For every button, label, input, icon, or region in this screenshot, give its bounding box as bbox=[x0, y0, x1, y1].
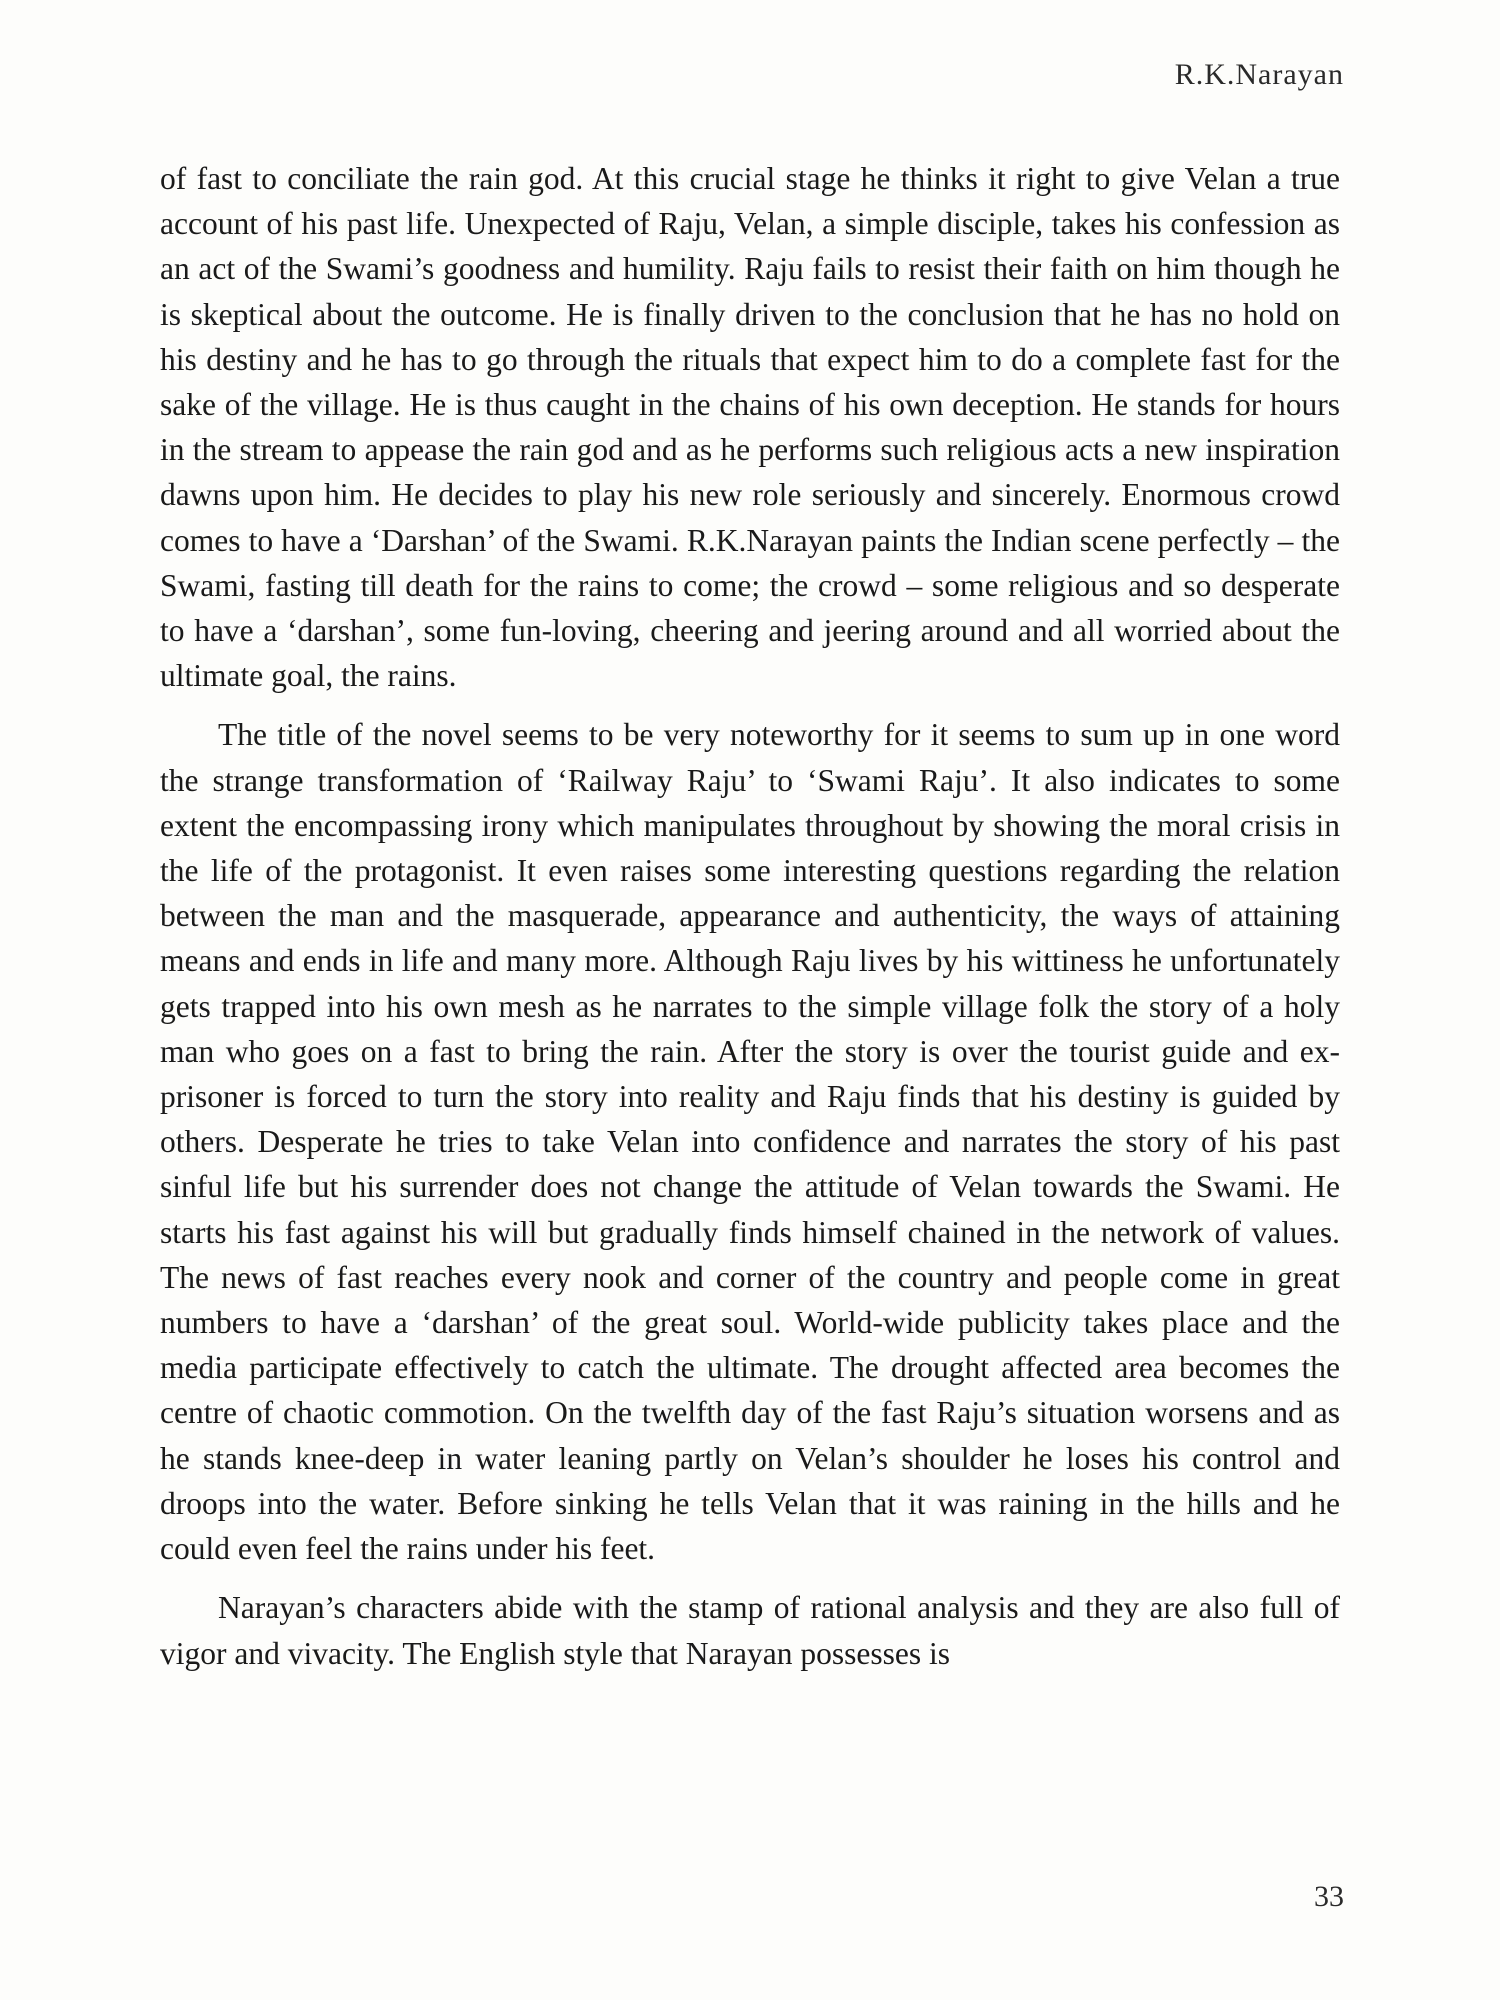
body-text bbox=[160, 156, 1340, 1690]
running-header: R.K.Narayan bbox=[1174, 58, 1344, 91]
paragraph-2: The title of the novel seems to be very noteworthy for it seems to sum up in one word the strange transformation of ‘Railway Raju’ to ‘Swami Raju’. It also indicates to some extent the encompassing irony which manipulates throughout by showing the moral crisis in the life of the protagonist. It even raises some interesting questions regarding the relation between the man and the masquerade, appearance and authenticity, the ways of attaining means and ends in life and many more. Although Raju lives by his wittiness he unfortunately gets trapped into his own mesh as he narrates to the simple village folk the story of a holy man who goes on a fast to bring the rain. After the story is over the tourist guide and ex-prisoner is forced to turn the story into reality and Raju finds that his destiny is guided by others. Desperate he tries to take Velan into confidence and narrates the story of his past sinful life but his surrender does not change the attitude of Velan towards the Swami. He starts his fast against his will but gradually finds himself chained in the network of values. The news of fast reaches every nook and corner of the country and people come in great numbers to have a ‘darshan’ of the great soul. World-wide publicity takes place and the media participate effectively to catch the ultimate. The drought affected area becomes the centre of chaotic commotion. On the twelfth day of the fast Raju’s situation worsens and as he stands knee-deep in water leaning partly on Velan’s shoulder he loses his control and droops into the water. Before sinking he tells Velan that it was raining in the hills and he could even feel the rains under his feet. bbox=[160, 717, 1340, 1567]
page-number: 33 bbox=[1314, 1880, 1344, 1913]
paragraph-3: Narayan’s characters abide with the stamp of rational analysis and they are also full of vigor and vivacity. The English style that Narayan possesses is bbox=[160, 1590, 1340, 1671]
paragraph-1: of fast to conciliate the rain god. At this crucial stage he thinks it right to give Velan a true account of his past life. Unexpected of Raju, Velan, a simple disciple, takes his confession as an act of the Swami’s goodness and humility. Raju fails to resist their faith on him though he is skeptical about the outcome. He is finally driven to the conclusion that he has no hold on his destiny and he has to go through the rituals that expect him to do a complete fast for the sake of the village. He is thus caught in the chains of his own deception. He stands for hours in the stream to appease the rain god and as he performs such religious acts a new inspiration dawns upon him. He decides to play his new role seriously and sincerely. Enormous crowd comes to have a ‘Darshan’ of the Swami. R.K.Narayan paints the Indian scene perfectly – the Swami, fasting till death for the rains to come; the crowd – some religious and so desperate to have a ‘darshan’, some fun-loving, cheering and jeering around and all worried about the ultimate goal, the rains. bbox=[160, 161, 1340, 694]
